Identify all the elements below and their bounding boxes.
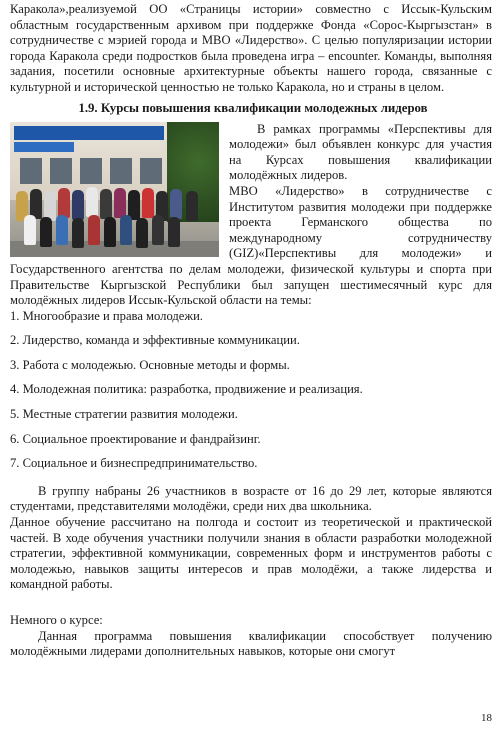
topic-item: 6. Социальное проектирование и фандрайзинг.	[10, 431, 261, 446]
photo-window	[20, 158, 42, 184]
topic-item: 5. Местные стратегии развития молодежи.	[10, 407, 238, 422]
document-page	[10, 0, 492, 738]
group-photo	[10, 122, 219, 257]
photo-person	[40, 217, 52, 247]
photo-person	[72, 218, 84, 248]
photo-person	[30, 189, 42, 219]
topic-item: 4. Молодежная политика: разработка, продвижение и реализация.	[10, 382, 363, 397]
section-heading: 1.9. Курсы повышения квалификации молодежных лидеров	[78, 100, 428, 115]
para-training: Данное обучение рассчитано на полгода и состоит из теоретической и практической частей. В ходе обучения участники получили знания в области разработки молодежной стратегии, эффективной коммуникации, современных форм и инструментов работы с молодежью, навыков защиты интересов и прав молодёжи, а также лидерства и командной работы.	[10, 515, 492, 592]
photo-person	[136, 218, 148, 248]
para-participants: В группу набраны 26 участников в возрасте от 16 до 29 лет, которые являются студентами, представителями молодёжи, среди них два школьника.	[10, 483, 492, 514]
photo-person	[56, 215, 68, 245]
photo-person	[152, 215, 164, 245]
photo-person	[120, 215, 132, 245]
photo-crowd	[10, 185, 219, 247]
photo-person	[100, 189, 112, 219]
topic-item: 2. Лидерство, команда и эффективные коммуникации.	[10, 333, 300, 348]
photo-person	[58, 188, 70, 218]
topic-item: 1. Многообразие и права молодежи.	[10, 308, 203, 323]
para-contest: В рамках программы «Перспективы для молодежи» был объявлен конкурс для участия на Курсах повышения квалификации молодёжных лидеров.	[229, 121, 492, 183]
photo-person	[72, 190, 84, 220]
topic-item: 7. Социальное и бизнеспредпринимательство.	[10, 456, 258, 471]
intro-paragraph: Каракола»,реализуемой ОО «Страницы истории» совместно с Иссык-Кульским областным государственным архивом при поддержке Фонда «Сорос-Кыргызстан» в сотрудничестве с мэрией города и МВО «Лидерство». С целью популяризации истории города Каракола среди подростков была проведена игра – encounter. Команды, выполняя задания, посетили основные архитектурные объекты нашего города, связанные с культурной и исторической ценностью не только Каракола, но и страны в целом.	[10, 2, 492, 94]
photo-sign	[14, 126, 164, 140]
photo-person	[142, 188, 154, 218]
photo-person	[168, 217, 180, 247]
photo-window	[80, 158, 102, 184]
photo-window	[140, 158, 162, 184]
page-number: 18	[481, 712, 492, 724]
photo-window	[110, 158, 132, 184]
photo-person	[104, 217, 116, 247]
para-about: Данная программа повышения квалификации способствует получению молодёжными лидерами дополнительных навыков, которые они смогут	[10, 628, 492, 659]
photo-person	[186, 191, 198, 221]
para-program: МВО «Лидерство» в сотрудничестве с Институтом развития молодежи при поддержке проекта Германского общества по международному сотрудничеству (GIZ)«Перспективы для молодежи» и Государственного агентства по делам молодежи, физической культуры и спорта при Правительстве Кыргызской Республики был запущен шестимесячный курс для молодёжных лидеров Иссык-Кульской области на темы:	[10, 183, 492, 308]
topic-item: 3. Работа с молодежью. Основные методы и формы.	[10, 357, 290, 372]
photo-person	[86, 187, 98, 217]
topics-list	[10, 309, 492, 472]
photo-window	[50, 158, 72, 184]
photo-person	[114, 188, 126, 218]
photo-person	[24, 215, 36, 245]
about-heading: Немного о курсе:	[10, 613, 103, 627]
photo-sign-small	[14, 142, 74, 152]
photo-person	[88, 215, 100, 245]
photo-person	[170, 189, 182, 219]
